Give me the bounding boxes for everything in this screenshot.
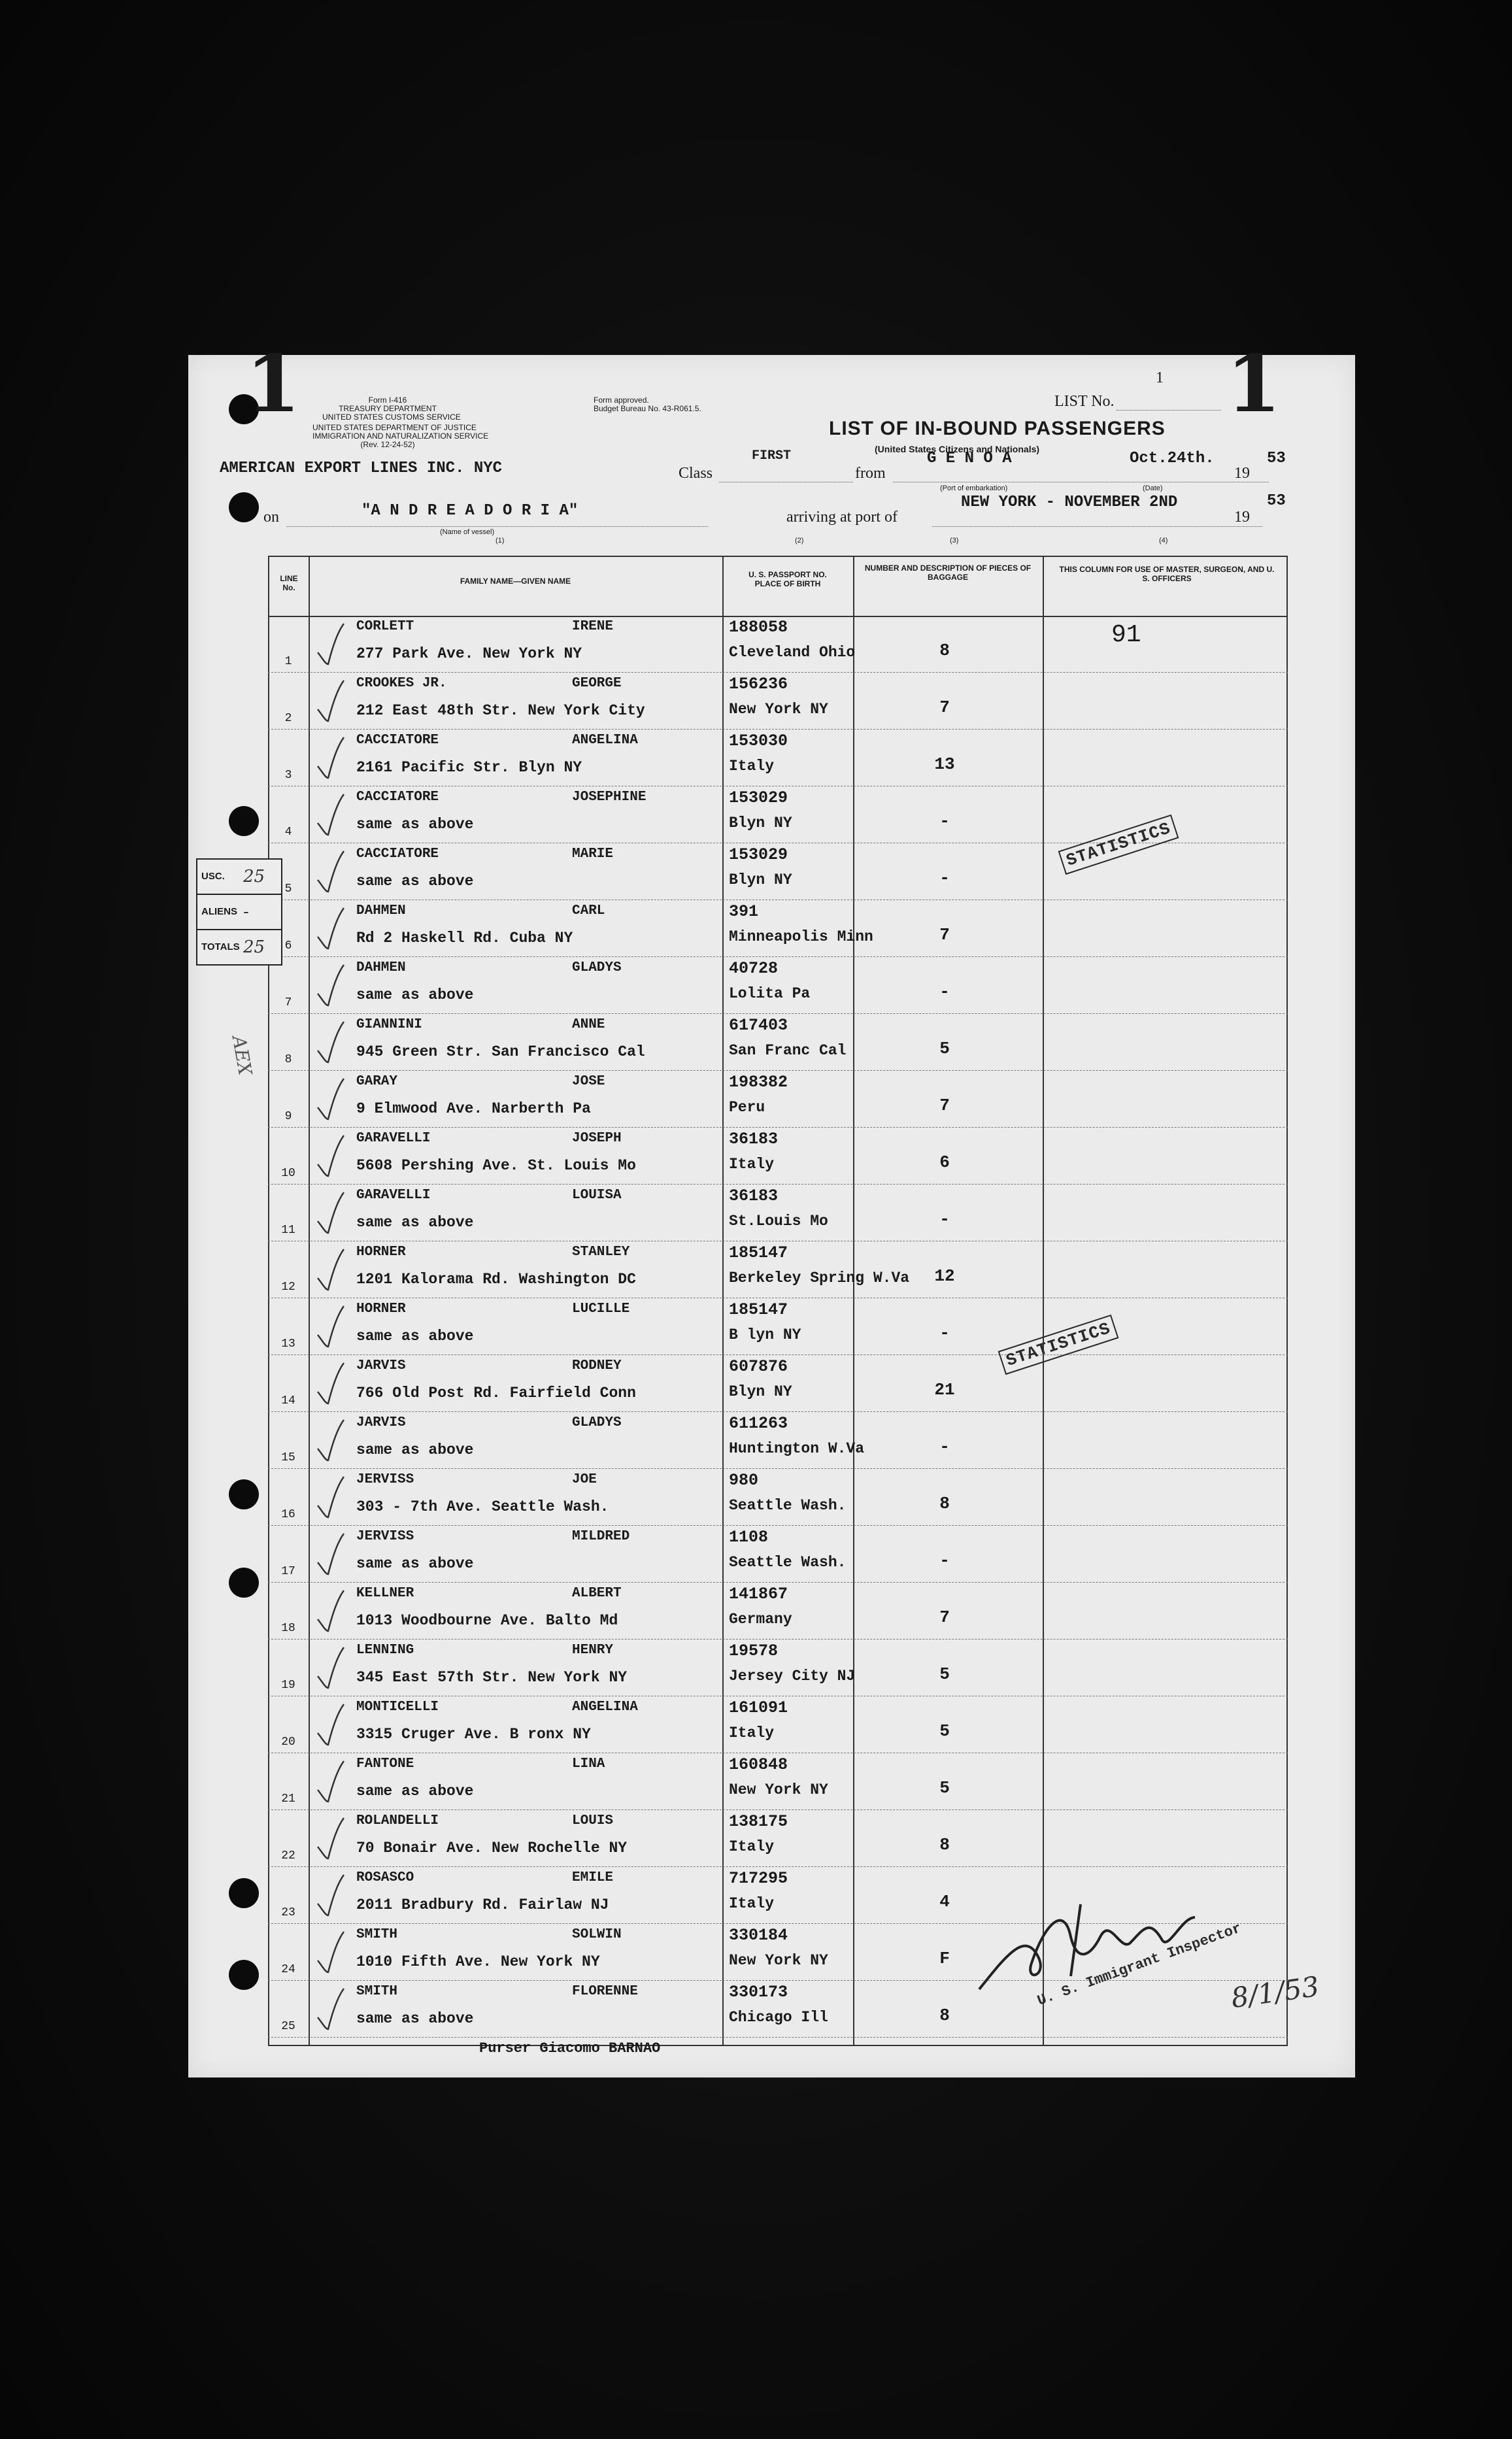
header-name: FAMILY NAME—GIVEN NAME — [460, 577, 571, 586]
table-row — [268, 1014, 1288, 1070]
place-of-birth: Berkeley Spring W.Va — [729, 1270, 910, 1287]
given-name: STANLEY — [572, 1245, 630, 1260]
baggage-count: - — [939, 1209, 950, 1229]
line-number: 20 — [281, 1736, 295, 1749]
passport-number: 717295 — [729, 1869, 788, 1888]
from-date: Oct.24th. — [1130, 450, 1215, 467]
family-name: FANTONE — [356, 1757, 414, 1772]
big-number-left: 1 — [246, 338, 301, 430]
place-of-birth: New York NY — [729, 701, 828, 718]
place-of-birth: Minneapolis Minn — [729, 928, 873, 945]
check-mark-icon — [314, 735, 345, 781]
baggage-count: 7 — [939, 925, 950, 945]
table-row — [268, 1696, 1288, 1753]
passport-number: 607876 — [729, 1357, 788, 1376]
family-name: JERVISS — [356, 1529, 414, 1544]
passport-number: 141867 — [729, 1585, 788, 1604]
statistics-stamp: STATISTICS — [998, 1315, 1119, 1375]
table-row — [268, 1241, 1288, 1298]
baggage-count: 8 — [939, 1835, 950, 1855]
date-caption: (Date) — [1143, 484, 1163, 492]
passport-number: 36183 — [729, 1186, 779, 1205]
shipping-company: AMERICAN EXPORT LINES INC. NYC — [220, 460, 503, 477]
given-name: ANNE — [572, 1017, 605, 1032]
given-name: RODNEY — [572, 1358, 622, 1373]
punch-hole — [229, 1479, 259, 1509]
baggage-count: F — [939, 1949, 950, 1968]
family-name: GARAVELLI — [356, 1188, 431, 1203]
passport-number: 391 — [729, 902, 759, 921]
dept-ins: IMMIGRATION AND NATURALIZATION SERVICE — [312, 431, 489, 441]
family-name: ROSASCO — [356, 1870, 414, 1885]
dept-customs: UNITED STATES CUSTOMS SERVICE — [322, 412, 461, 422]
punch-hole — [229, 1960, 259, 1990]
budget-bureau: Budget Bureau No. 43-R061.5. — [594, 404, 701, 413]
dept-treasury: TREASURY DEPARTMENT — [339, 404, 437, 413]
family-name: CACCIATORE — [356, 790, 439, 805]
usc-label: USC. — [201, 871, 225, 882]
table-row — [268, 900, 1288, 956]
check-mark-icon — [314, 1019, 345, 1065]
check-mark-icon — [314, 1360, 345, 1406]
address: 1013 Woodbourne Ave. Balto Md — [356, 1612, 618, 1629]
from-port: G E N O A — [927, 450, 1012, 467]
given-name: LUCILLE — [572, 1302, 630, 1317]
list-no-value: 1 — [1156, 369, 1164, 386]
header-officers: THIS COLUMN FOR USE OF MASTER, SURGEON, AND U. S. OFFICERS — [1059, 565, 1275, 583]
check-mark-icon — [314, 1133, 345, 1179]
baggage-count: - — [939, 811, 950, 831]
given-name: JOSEPH — [572, 1131, 622, 1146]
col-num-4: (4) — [1159, 537, 1168, 545]
arriving-label: arriving at port of — [786, 509, 898, 526]
check-mark-icon — [314, 1929, 345, 1975]
check-mark-icon — [314, 1190, 345, 1236]
baggage-count: 7 — [939, 1607, 950, 1627]
family-name: MONTICELLI — [356, 1700, 439, 1715]
baggage-count: - — [939, 982, 950, 1001]
line-number: 1 — [284, 655, 292, 668]
form-revision: (Rev. 12-24-52) — [360, 440, 415, 449]
header-baggage: NUMBER AND DESCRIPTION OF PIECES OF BAGGAGE — [864, 563, 1032, 582]
baggage-count: 5 — [939, 1664, 950, 1684]
place-of-birth: Peru — [729, 1099, 765, 1116]
passport-number: 188058 — [729, 618, 788, 637]
line-number: 10 — [281, 1167, 295, 1180]
header-passport: U. S. PASSPORT NO. PLACE OF BIRTH — [748, 570, 827, 588]
passport-number: 153029 — [729, 845, 788, 864]
table-row — [268, 1298, 1288, 1354]
list-no-label: LIST No. — [1054, 393, 1115, 410]
address: same as above — [356, 1555, 474, 1572]
baggage-count: 6 — [939, 1152, 950, 1172]
given-name: LINA — [572, 1757, 605, 1772]
year-value: 53 — [1267, 450, 1286, 467]
given-name: JOSE — [572, 1074, 605, 1089]
form-number: Form I-416 — [368, 395, 407, 405]
table-row — [268, 673, 1288, 729]
address: same as above — [356, 2010, 474, 2027]
check-mark-icon — [314, 1417, 345, 1463]
check-mark-icon — [314, 1815, 345, 1861]
header-line-no: LINE No. — [280, 574, 298, 592]
big-number-right: 1 — [1226, 338, 1281, 430]
given-name: LOUIS — [572, 1813, 614, 1828]
table-row — [268, 1810, 1288, 1866]
form-approved: Form approved. — [594, 395, 649, 405]
baggage-count: - — [939, 1437, 950, 1456]
officer-note: 91 — [1111, 621, 1141, 649]
line-number: 21 — [281, 1792, 295, 1806]
check-mark-icon — [314, 962, 345, 1008]
family-name: LENNING — [356, 1643, 414, 1658]
table-row — [268, 1128, 1288, 1184]
family-name: JARVIS — [356, 1415, 406, 1430]
given-name: MILDRED — [572, 1529, 630, 1544]
tally-box — [196, 858, 282, 966]
passport-number: 611263 — [729, 1414, 788, 1433]
check-mark-icon — [314, 1702, 345, 1747]
family-name: GIANNINI — [356, 1017, 422, 1032]
line-number: 16 — [281, 1508, 295, 1521]
col-num-1: (1) — [496, 537, 505, 545]
address: same as above — [356, 1328, 474, 1345]
place-of-birth: Italy — [729, 758, 775, 775]
line-number: 2 — [284, 712, 292, 725]
place-of-birth: Cleveland Ohio — [729, 644, 856, 661]
place-of-birth: Chicago Ill — [729, 2009, 828, 2026]
check-mark-icon — [314, 905, 345, 951]
col-num-2: (2) — [795, 537, 804, 545]
passport-number: 36183 — [729, 1130, 779, 1149]
baggage-count: 21 — [934, 1380, 955, 1400]
passport-number: 19578 — [729, 1641, 779, 1660]
document-title: LIST OF IN-BOUND PASSENGERS — [829, 418, 1166, 439]
baggage-count: 8 — [939, 2006, 950, 2025]
baggage-count: 8 — [939, 1494, 950, 1513]
place-of-birth: Blyn NY — [729, 1383, 792, 1400]
year2-prefix: 19 — [1234, 509, 1250, 526]
check-mark-icon — [314, 1304, 345, 1349]
check-mark-icon — [314, 1588, 345, 1634]
table-row — [268, 1185, 1288, 1241]
document-subtitle: (United States Citizens and Nationals) — [875, 444, 1040, 454]
passport-number: 40728 — [729, 959, 779, 978]
margin-note: AEX — [227, 1034, 256, 1077]
address: 345 East 57th Str. New York NY — [356, 1669, 628, 1686]
family-name: DAHMEN — [356, 960, 406, 975]
baggage-count: 4 — [939, 1892, 950, 1911]
address: 9 Elmwood Ave. Narberth Pa — [356, 1100, 591, 1117]
passport-number: 980 — [729, 1471, 759, 1490]
family-name: SMITH — [356, 1927, 398, 1942]
family-name: KELLNER — [356, 1586, 414, 1601]
place-of-birth: San Franc Cal — [729, 1042, 847, 1059]
passport-number: 198382 — [729, 1073, 788, 1092]
col-num-3: (3) — [950, 537, 959, 545]
table-row — [268, 1526, 1288, 1582]
address: 5608 Pershing Ave. St. Louis Mo — [356, 1157, 636, 1174]
passport-number: 330184 — [729, 1926, 788, 1945]
passport-number: 160848 — [729, 1755, 788, 1774]
given-name: HENRY — [572, 1643, 614, 1658]
baggage-count: 13 — [934, 754, 955, 774]
address: 2011 Bradbury Rd. Fairlaw NJ — [356, 1896, 609, 1913]
table-row — [268, 1753, 1288, 1809]
family-name: CROOKES JR. — [356, 676, 447, 691]
given-name: CARL — [572, 903, 605, 918]
baggage-count: 12 — [934, 1266, 955, 1286]
place-of-birth: New York NY — [729, 1952, 828, 1969]
family-name: CACCIATORE — [356, 733, 439, 748]
statistics-stamp: STATISTICS — [1058, 815, 1179, 875]
address: 1201 Kalorama Rd. Washington DC — [356, 1271, 636, 1288]
check-mark-icon — [314, 1645, 345, 1690]
line-number: 5 — [284, 883, 292, 896]
passport-number: 153029 — [729, 788, 788, 807]
check-mark-icon — [314, 678, 345, 724]
from-label: from — [855, 465, 886, 482]
family-name: HORNER — [356, 1302, 406, 1317]
place-of-birth: Jersey City NJ — [729, 1668, 856, 1685]
punch-hole — [229, 492, 259, 522]
given-name: MARIE — [572, 847, 614, 862]
address: same as above — [356, 816, 474, 833]
address: 277 Park Ave. New York NY — [356, 645, 582, 662]
given-name: GLADYS — [572, 1415, 622, 1430]
place-of-birth: Italy — [729, 1895, 775, 1912]
passport-number: 1108 — [729, 1528, 769, 1547]
table-row — [268, 1071, 1288, 1127]
given-name: ALBERT — [572, 1586, 622, 1601]
address: 766 Old Post Rd. Fairfield Conn — [356, 1385, 636, 1402]
line-number: 4 — [284, 826, 292, 839]
family-name: SMITH — [356, 1984, 398, 1999]
on-label: on — [263, 509, 279, 526]
passport-number: 138175 — [729, 1812, 788, 1831]
line-number: 15 — [281, 1451, 295, 1464]
punch-hole — [229, 1878, 259, 1908]
line-number: 25 — [281, 2020, 295, 2033]
table-row — [268, 1355, 1288, 1411]
address: same as above — [356, 873, 474, 890]
baggage-count: - — [939, 1323, 950, 1343]
port-caption: (Port of embarkation) — [940, 484, 1008, 492]
family-name: GARAVELLI — [356, 1131, 431, 1146]
family-name: JARVIS — [356, 1358, 406, 1373]
given-name: ANGELINA — [572, 1700, 638, 1715]
line-number: 14 — [281, 1394, 295, 1407]
totals-label: TOTALS — [201, 941, 240, 952]
given-name: JOSEPHINE — [572, 790, 647, 805]
address: 1010 Fifth Ave. New York NY — [356, 1953, 600, 1970]
table-row — [268, 616, 1288, 672]
family-name: JERVISS — [356, 1472, 414, 1487]
family-name: CORLETT — [356, 619, 414, 634]
passport-number: 153030 — [729, 732, 788, 750]
place-of-birth: Italy — [729, 1156, 775, 1173]
given-name: SOLWIN — [572, 1927, 622, 1942]
baggage-count: 5 — [939, 1721, 950, 1741]
baggage-count: 8 — [939, 641, 950, 660]
vessel-caption: (Name of vessel) — [440, 528, 495, 536]
dept-justice: UNITED STATES DEPARTMENT OF JUSTICE — [312, 423, 477, 432]
place-of-birth: Lolita Pa — [729, 985, 811, 1002]
line-number: 23 — [281, 1906, 295, 1919]
place-of-birth: Seattle Wash. — [729, 1554, 847, 1571]
family-name: CACCIATORE — [356, 847, 439, 862]
signature-date: 8/1/53 — [1229, 1970, 1321, 2015]
place-of-birth: Blyn NY — [729, 871, 792, 888]
inspector-stamp: U. S. Immigrant Inspector — [1035, 1920, 1244, 2010]
line-number: 6 — [284, 939, 292, 952]
vessel-name: "A N D R E A D O R I A" — [361, 502, 579, 520]
table-row — [268, 1583, 1288, 1639]
given-name: FLORENNE — [572, 1984, 638, 1999]
check-mark-icon — [314, 1872, 345, 1918]
line-number: 13 — [281, 1337, 295, 1351]
passport-number: 185147 — [729, 1300, 788, 1319]
place-of-birth: Blyn NY — [729, 815, 792, 832]
given-name: LOUISA — [572, 1188, 622, 1203]
line-number: 18 — [281, 1622, 295, 1635]
check-mark-icon — [314, 1474, 345, 1520]
check-mark-icon — [314, 1247, 345, 1292]
line-number: 12 — [281, 1281, 295, 1294]
address: same as above — [356, 1214, 474, 1231]
baggage-count: 5 — [939, 1039, 950, 1058]
address: 212 East 48th Str. New York City — [356, 702, 645, 719]
family-name: ROLANDELLI — [356, 1813, 439, 1828]
year-prefix: 19 — [1234, 465, 1250, 482]
place-of-birth: Italy — [729, 1724, 775, 1741]
place-of-birth: St.Louis Mo — [729, 1213, 828, 1230]
address: 303 - 7th Ave. Seattle Wash. — [356, 1498, 609, 1515]
address: same as above — [356, 986, 474, 1003]
class-value: FIRST — [752, 448, 792, 463]
usc-value: 25 — [243, 867, 265, 886]
aliens-value: - — [243, 902, 249, 922]
passport-number: 185147 — [729, 1243, 788, 1262]
year2-value: 53 — [1267, 492, 1286, 510]
punch-hole — [229, 806, 259, 836]
given-name: JOE — [572, 1472, 597, 1487]
given-name: GEORGE — [572, 676, 622, 691]
aliens-label: ALIENS — [201, 906, 238, 917]
class-label: Class — [679, 465, 713, 482]
line-number: 17 — [281, 1565, 295, 1578]
baggage-count: 7 — [939, 698, 950, 717]
purser-name: Purser Giacomo BARNAO — [479, 2040, 661, 2057]
line-number: 22 — [281, 1849, 295, 1862]
manifest-sheet — [188, 338, 1355, 2077]
address: Rd 2 Haskell Rd. Cuba NY — [356, 930, 573, 947]
family-name: HORNER — [356, 1245, 406, 1260]
given-name: EMILE — [572, 1870, 614, 1885]
place-of-birth: Italy — [729, 1838, 775, 1855]
address: 3315 Cruger Ave. B ronx NY — [356, 1726, 591, 1743]
table-row — [268, 1469, 1288, 1525]
line-number: 19 — [281, 1679, 295, 1692]
baggage-count: 5 — [939, 1778, 950, 1798]
family-name: DAHMEN — [356, 903, 406, 918]
given-name: IRENE — [572, 619, 614, 634]
passenger-table — [268, 556, 1288, 2045]
line-number: 7 — [284, 996, 292, 1009]
address: 2161 Pacific Str. Blyn NY — [356, 759, 582, 776]
totals-value: 25 — [243, 937, 265, 957]
baggage-count: 7 — [939, 1096, 950, 1115]
line-number: 11 — [281, 1224, 295, 1237]
address: same as above — [356, 1441, 474, 1458]
baggage-count: - — [939, 868, 950, 888]
check-mark-icon — [314, 849, 345, 894]
line-number: 9 — [284, 1110, 292, 1123]
table-row — [268, 730, 1288, 786]
place-of-birth: Huntington W.Va — [729, 1440, 865, 1457]
address: 70 Bonair Ave. New Rochelle NY — [356, 1840, 628, 1857]
place-of-birth: New York NY — [729, 1781, 828, 1798]
family-name: GARAY — [356, 1074, 398, 1089]
place-of-birth: Seattle Wash. — [729, 1497, 847, 1514]
place-of-birth: Germany — [729, 1611, 792, 1628]
table-row — [268, 957, 1288, 1013]
address: same as above — [356, 1783, 474, 1800]
line-number: 3 — [284, 769, 292, 782]
given-name: ANGELINA — [572, 733, 638, 748]
line-number: 24 — [281, 1963, 295, 1976]
check-mark-icon — [314, 792, 345, 837]
arriving-port-date: NEW YORK - NOVEMBER 2ND — [961, 494, 1178, 511]
check-mark-icon — [314, 1986, 345, 2032]
baggage-count: - — [939, 1551, 950, 1570]
place-of-birth: B lyn NY — [729, 1326, 801, 1343]
passport-number: 617403 — [729, 1016, 788, 1035]
punch-hole — [229, 1568, 259, 1598]
passport-number: 156236 — [729, 675, 788, 694]
check-mark-icon — [314, 1076, 345, 1122]
table-row — [268, 1640, 1288, 1696]
passport-number: 330173 — [729, 1983, 788, 2002]
passport-number: 161091 — [729, 1698, 788, 1717]
address: 945 Green Str. San Francisco Cal — [356, 1043, 645, 1060]
given-name: GLADYS — [572, 960, 622, 975]
check-mark-icon — [314, 1531, 345, 1577]
table-row — [268, 1412, 1288, 1468]
line-number: 8 — [284, 1053, 292, 1066]
check-mark-icon — [314, 621, 345, 667]
check-mark-icon — [314, 1758, 345, 1804]
